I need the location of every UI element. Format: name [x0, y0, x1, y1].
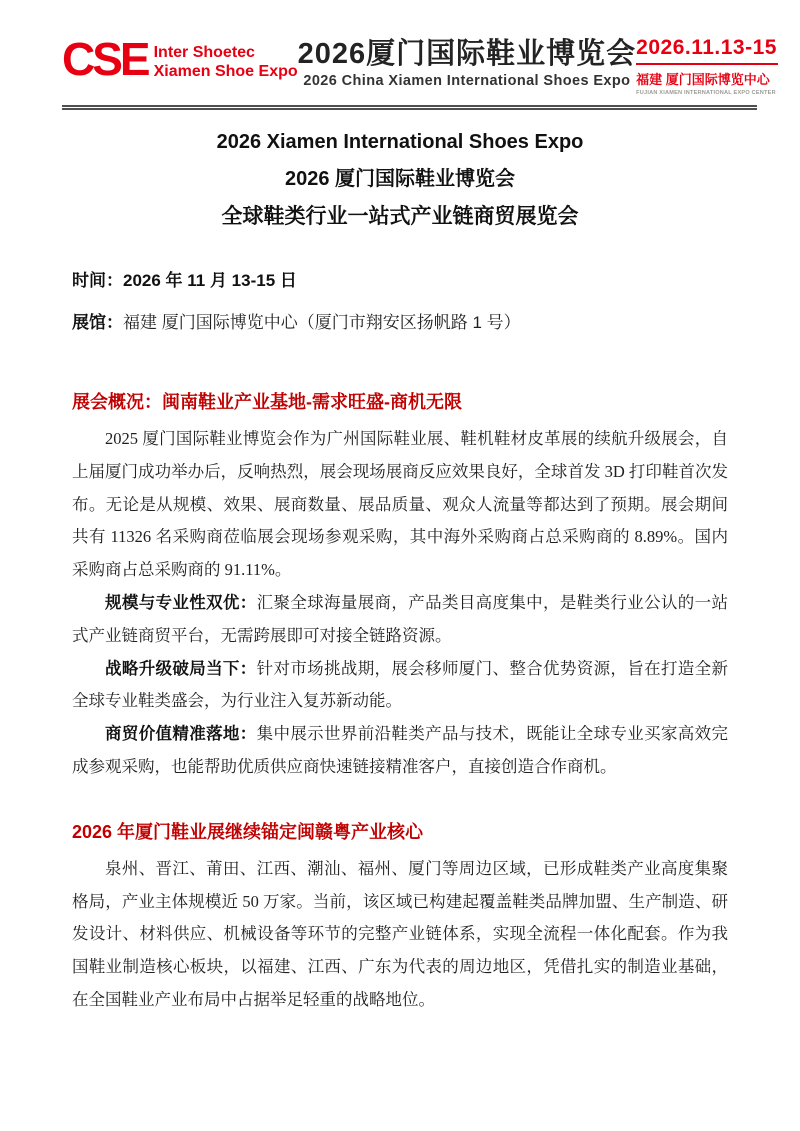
- letterhead-date-block: [636, 36, 778, 96]
- section-1-paragraph-1: [72, 423, 728, 587]
- section-1-paragraph-1-text: 2025 厦门国际鞋业博览会作为广州国际鞋业展、鞋机鞋材皮革展的续航升级展会，自上届厦门成功举办后，反响热烈，展会现场展商反应效果良好，全球首发 3D 打印鞋首次发布。无论是从规模、效果、展商数量、展品质量、观众人流量等都达到了预期。展会期间共有 11326 名采购商莅临展会现场参观采购，其中海外采购商占总采购商的 8.89%。国内采购商占总采购商的 91.11%。: [72, 429, 728, 580]
- section-1-paragraph-3: [72, 653, 728, 719]
- section-1-paragraph-4-text: 集中展示世界前沿鞋类产品与技术，既能让全球专业买家高效完成参观采购，也能帮助优质供应商快速链接精准客户，直接创造合作商机。: [72, 724, 729, 776]
- section-2-paragraph-1: [72, 853, 728, 1017]
- info-venue-value: 福建 厦门国际博览中心（厦门市翔安区扬帆路 1 号）: [123, 313, 521, 332]
- info-line-venue: [72, 302, 728, 344]
- letterhead-title-cn: 2026厦门国际鞋业博览会: [297, 38, 637, 70]
- section-2-heading: 2026 年厦门鞋业展继续锚定闽赣粤产业核心: [72, 821, 424, 842]
- section-1-paragraph-4: [72, 718, 728, 784]
- expo-venue-en: FUJIAN XIAMEN INTERNATIONAL EXPO CENTER: [636, 90, 776, 96]
- section-1-paragraph-2: [72, 587, 728, 653]
- section-1-body: [72, 423, 728, 784]
- cse-logo-subtitle: [154, 43, 298, 81]
- doc-subtitle-cn: 全球鞋类行业一站式产业链商贸展览会: [221, 205, 579, 228]
- cse-logo-subtitle-line1: Inter Shoetec: [153, 44, 255, 61]
- info-line-time: [72, 260, 728, 302]
- section-1-paragraph-4-lead: 商贸价值精准落地：: [105, 724, 257, 744]
- section-1-paragraph-3-lead: 战略升级破局当下：: [105, 658, 257, 678]
- doc-title-en: 2026 Xiamen International Shoes Expo: [216, 131, 584, 153]
- info-time-value: 2026 年 11 月 13-15 日: [123, 271, 297, 290]
- section-1-paragraph-2-text: 汇聚全球海量展商，产品类目高度集中，是鞋类行业公认的一站式产业链商贸平台，无需跨展即可对接全链路资源。: [72, 592, 729, 645]
- letterhead: [0, 0, 800, 96]
- letterhead-title-en: 2026 China Xiamen International Shoes Expo: [303, 73, 631, 89]
- header-divider: [62, 105, 757, 110]
- cse-logo: [62, 33, 298, 85]
- section-1-paragraph-3-text: 针对市场挑战期，展会移师厦门、整合优势资源，旨在打造全新全球专业鞋类盛会，为行业注入复苏新动能。: [72, 658, 729, 711]
- section-2-paragraph-1-text: 泉州、晋江、莆田、江西、潮汕、福州、厦门等周边区域，已形成鞋类产业高度集聚格局，产业主体规模近 50 万家。当前，该区域已构建起覆盖鞋类品牌加盟、生产制造、研发设计、材料供应、机械设备等环节的完整产业链体系，实现全流程一体化配套。作为我国鞋业制造核心板块，以福建、江西、广东为代表的周边地区，凭借扎实的制造业基础，在全国鞋业产业布局中占据举足轻重的战略地位。: [72, 858, 728, 1009]
- document-content: [0, 129, 800, 1017]
- info-block: [72, 260, 728, 344]
- info-time-label: 时间：: [72, 271, 123, 290]
- cse-logo-acronym: CSE: [62, 33, 148, 85]
- cse-logo-subtitle-line2: Xiamen Shoe Expo: [153, 63, 298, 80]
- expo-date: 2026.11.13-15: [636, 36, 778, 65]
- section-2-body: [72, 853, 728, 1017]
- expo-venue-cn: 福建 厦门国际博览中心: [636, 72, 770, 87]
- section-1-heading: 展会概况：闽南鞋业产业基地-需求旺盛-商机无限: [72, 392, 462, 412]
- doc-title-cn: 2026 厦门国际鞋业博览会: [284, 168, 516, 190]
- letterhead-center: [298, 38, 637, 89]
- info-venue-label: 展馆：: [72, 313, 123, 332]
- section-1-paragraph-2-lead: 规模与专业性双优：: [105, 592, 257, 612]
